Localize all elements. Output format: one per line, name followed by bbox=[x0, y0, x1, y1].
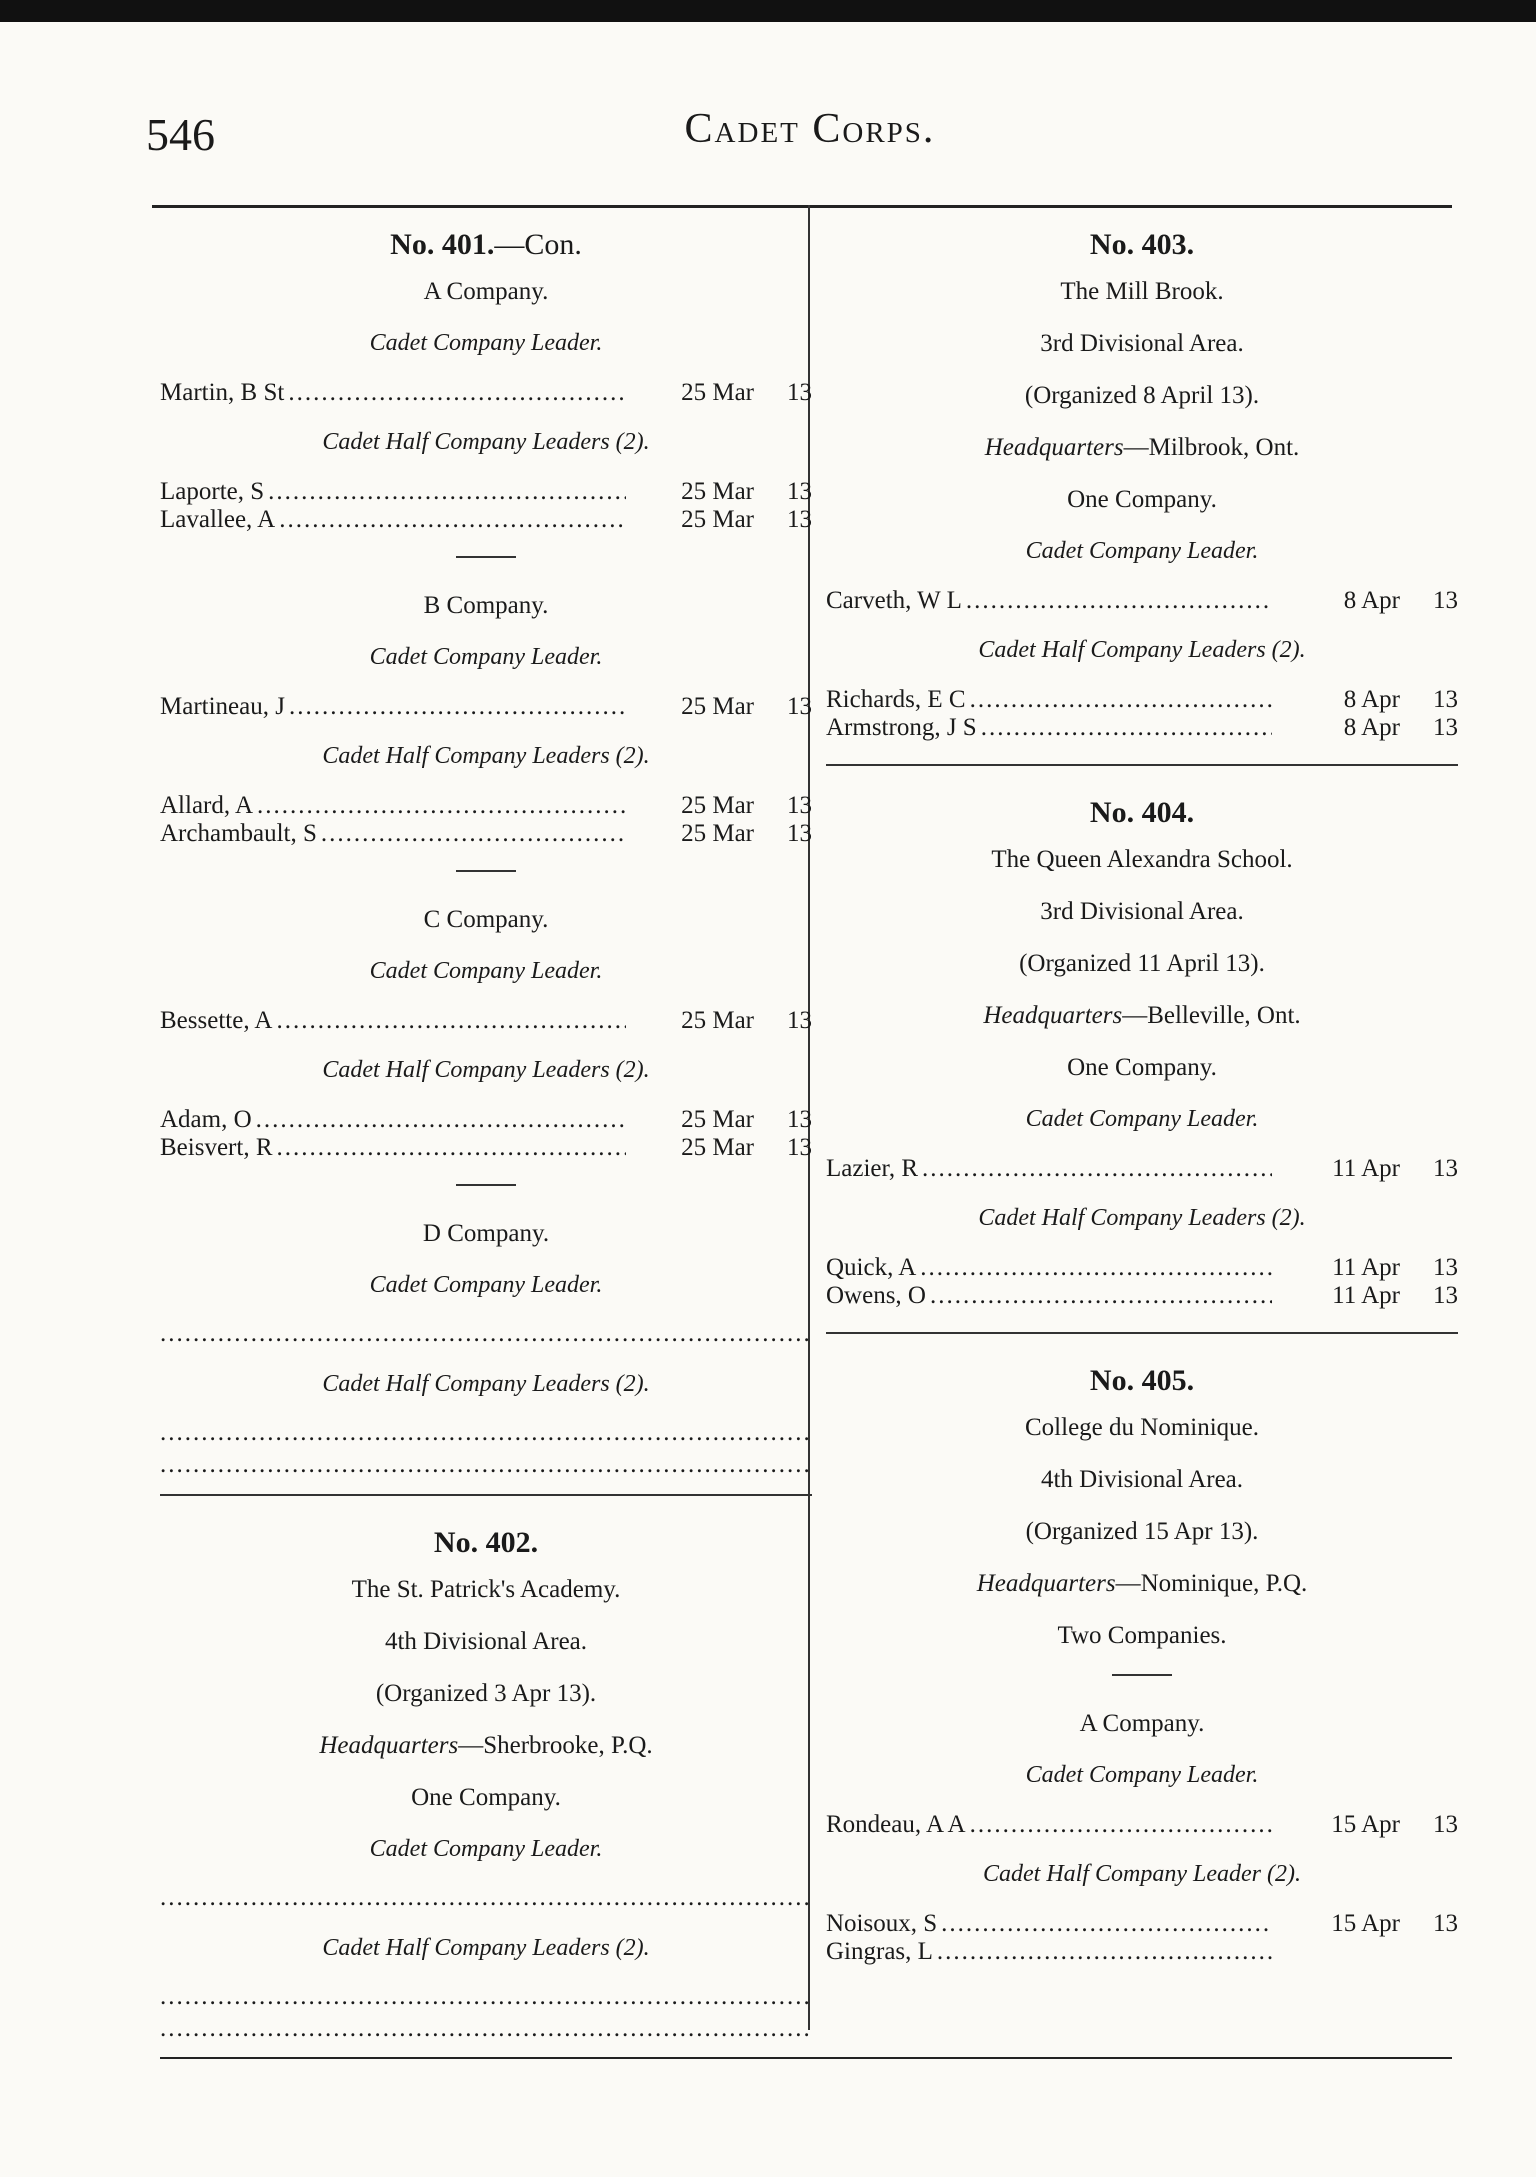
divisional-area: 4th Divisional Area. bbox=[1040, 1466, 1244, 1493]
roster-row: Martin, B St ..... 25 Mar 13 bbox=[160, 379, 812, 407]
leader-label: Cadet Company Leader. bbox=[369, 330, 603, 356]
separator bbox=[456, 1184, 516, 1186]
left-column bbox=[160, 222, 812, 2048]
running-head: Cadet Corps. bbox=[684, 106, 936, 152]
blank-entry-line bbox=[160, 1984, 812, 2010]
leader-label: Cadet Company Leader. bbox=[369, 1836, 603, 1862]
blank-entry-line bbox=[160, 2016, 812, 2042]
roster-row: Lazier, R ..... 11 Apr 13 bbox=[826, 1155, 1458, 1183]
header-rule bbox=[152, 205, 1452, 208]
unit-405-title: No. 405. bbox=[1089, 1364, 1195, 1397]
leader-label: Cadet Company Leader. bbox=[1025, 1106, 1259, 1132]
company-count: One Company. bbox=[1067, 1054, 1217, 1081]
roster-row: Bessette, A ..... 25 Mar 13 bbox=[160, 1007, 812, 1035]
unit-404-title: No. 404. bbox=[1089, 796, 1195, 829]
roster-row: Allard, A ..... 25 Mar 13 bbox=[160, 792, 812, 820]
half-leaders-label: Cadet Half Company Leaders (2). bbox=[322, 429, 650, 455]
roster-row: Owens, O ..... 11 Apr 13 bbox=[826, 1282, 1458, 1310]
half-leaders-label: Cadet Half Company Leaders (2). bbox=[322, 1057, 650, 1083]
headquarters: Headquarters—Belleville, Ont. bbox=[983, 1002, 1301, 1029]
headquarters: Headquarters—Milbrook, Ont. bbox=[984, 434, 1300, 461]
footer-rule bbox=[160, 2057, 1452, 2059]
leader-label: Cadet Company Leader. bbox=[369, 958, 603, 984]
leader-label: Cadet Company Leader. bbox=[369, 1272, 603, 1298]
roster-row: Adam, O ..... 25 Mar 13 bbox=[160, 1106, 812, 1134]
half-leaders-label: Cadet Half Company Leaders (2). bbox=[322, 743, 650, 769]
half-leaders-label: Cadet Half Company Leaders (2). bbox=[978, 1205, 1306, 1231]
headquarters: Headquarters—Sherbrooke, P.Q. bbox=[319, 1732, 653, 1759]
page-number: 546 bbox=[146, 109, 215, 160]
leader-label: Cadet Company Leader. bbox=[369, 644, 603, 670]
blank-entry-line bbox=[160, 1885, 812, 1911]
organized-date: (Organized 8 April 13). bbox=[1024, 382, 1260, 409]
section-rule bbox=[160, 1494, 812, 1496]
half-leaders-label: Cadet Half Company Leader (2). bbox=[983, 1861, 1301, 1887]
right-column bbox=[826, 222, 1458, 1988]
roster-row: Gingras, L ..... bbox=[826, 1938, 1458, 1966]
school-name: The Mill Brook. bbox=[1060, 278, 1224, 305]
separator bbox=[456, 870, 516, 872]
organized-date: (Organized 15 Apr 13). bbox=[1025, 1518, 1259, 1545]
roster-row: Martineau, J ..... 25 Mar 13 bbox=[160, 693, 812, 721]
unit-402-title: No. 402. bbox=[433, 1526, 539, 1559]
divisional-area: 3rd Divisional Area. bbox=[1040, 330, 1244, 357]
roster-row: Noisoux, S ..... 15 Apr 13 bbox=[826, 1910, 1458, 1938]
unit-401-title: No. 401.—Con. bbox=[390, 228, 582, 261]
half-leaders-label: Cadet Half Company Leaders (2). bbox=[322, 1371, 650, 1397]
separator bbox=[456, 556, 516, 558]
roster-row: Richards, E C ..... 8 Apr 13 bbox=[826, 686, 1458, 714]
page-top-edge bbox=[0, 0, 1536, 22]
roster-row: Quick, A ..... 11 Apr 13 bbox=[826, 1254, 1458, 1282]
company-heading: C Company. bbox=[423, 906, 549, 933]
blank-entry-line bbox=[160, 1420, 812, 1446]
school-name: The St. Patrick's Academy. bbox=[351, 1576, 621, 1603]
school-name: The Queen Alexandra School. bbox=[991, 846, 1293, 873]
divisional-area: 3rd Divisional Area. bbox=[1040, 898, 1244, 925]
company-count: One Company. bbox=[1067, 486, 1217, 513]
company-heading: B Company. bbox=[423, 592, 549, 619]
half-leaders-label: Cadet Half Company Leaders (2). bbox=[978, 637, 1306, 663]
separator bbox=[1112, 1674, 1172, 1676]
organized-date: (Organized 3 Apr 13). bbox=[375, 1680, 597, 1707]
school-name: College du Nominique. bbox=[1025, 1414, 1259, 1441]
roster-row: Lavallee, A ..... 25 Mar 13 bbox=[160, 506, 812, 534]
company-count: One Company. bbox=[411, 1784, 561, 1811]
roster-row: Rondeau, A A ..... 15 Apr 13 bbox=[826, 1811, 1458, 1839]
section-rule bbox=[826, 764, 1458, 766]
blank-entry-line bbox=[160, 1321, 812, 1347]
roster-row: Armstrong, J S ..... 8 Apr 13 bbox=[826, 714, 1458, 742]
unit-403-title: No. 403. bbox=[1089, 228, 1195, 261]
leader-label: Cadet Company Leader. bbox=[1025, 538, 1259, 564]
roster-row: Beisvert, R ..... 25 Mar 13 bbox=[160, 1134, 812, 1162]
headquarters: Headquarters—Nominique, P.Q. bbox=[976, 1570, 1308, 1597]
roster-row: Carveth, W L ..... 8 Apr 13 bbox=[826, 587, 1458, 615]
company-heading: A Company. bbox=[1079, 1710, 1205, 1737]
roster-row: Archambault, S ..... 25 Mar 13 bbox=[160, 820, 812, 848]
company-heading: D Company. bbox=[422, 1220, 550, 1247]
roster-row: Laporte, S ..... 25 Mar 13 bbox=[160, 478, 812, 506]
leader-label: Cadet Company Leader. bbox=[1025, 1762, 1259, 1788]
divisional-area: 4th Divisional Area. bbox=[384, 1628, 588, 1655]
organized-date: (Organized 11 April 13). bbox=[1019, 950, 1265, 977]
company-count: Two Companies. bbox=[1057, 1622, 1227, 1649]
blank-entry-line bbox=[160, 1452, 812, 1478]
half-leaders-label: Cadet Half Company Leaders (2). bbox=[322, 1935, 650, 1961]
company-heading: A Company. bbox=[423, 278, 549, 305]
section-rule bbox=[826, 1332, 1458, 1334]
